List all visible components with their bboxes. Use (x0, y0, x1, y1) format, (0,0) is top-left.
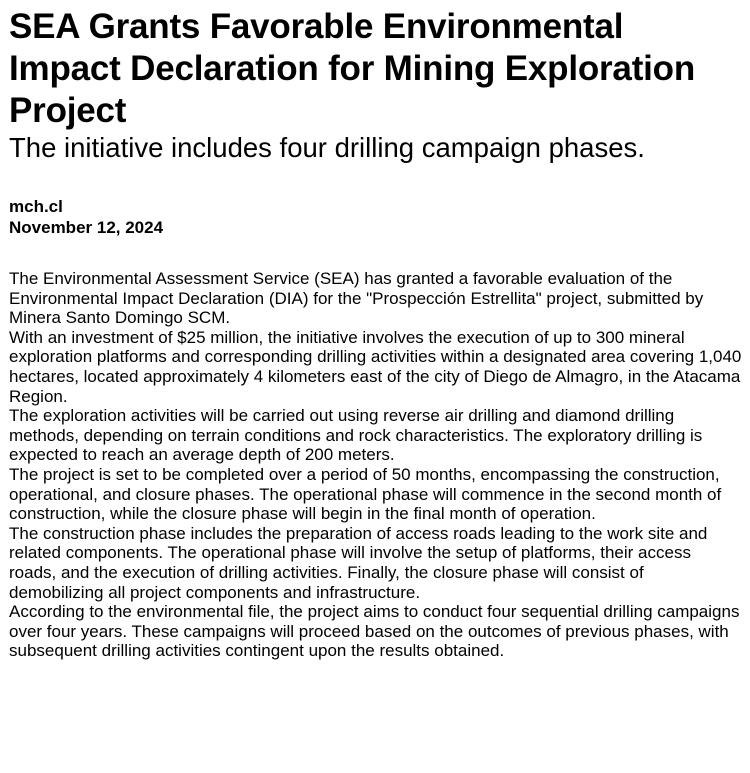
article-source: mch.cl (9, 197, 63, 216)
article-date: November 12, 2024 (9, 218, 164, 237)
article-headline: SEA Grants Favorable Environmental Impact Declaration for Mining Exploration Project (9, 7, 696, 130)
article-paragraph: With an investment of $25 million, the initiative involves the execution of up to 300 mineral exploration platforms and corresponding drilling activities within a designated area covering 1,040 hectares, located approximately 4 kilometers east of the city of Diego de Almagro, in the Atacama Region. (9, 327, 742, 406)
article-paragraph: The exploration activities will be carried out using reverse air drilling and diamond drilling methods, depending on terrain conditions and rock characteristics. The exploratory drilling is expected to reach an average depth of 200 meters. (9, 406, 703, 465)
article-subheadline: The initiative includes four drilling campaign phases. (9, 132, 645, 163)
article-paragraph: The construction phase includes the preparation of access roads leading to the work site and related components. The operational phase will involve the setup of platforms, their access roads, and the execution of drilling activities. Finally, the closure phase will consist of demobilizing all project components and infrastructure. (9, 523, 708, 602)
article-paragraph: According to the environmental file, the project aims to conduct four sequential drilling campaigns over four years. These campaigns will proceed based on the outcomes of previous phases, with subsequent drilling activities contingent upon the results obtained. (9, 602, 740, 661)
article-paragraph: The project is set to be completed over a period of 50 months, encompassing the construction, operational, and closure phases. The operational phase will commence in the second month of construction, while the closure phase will begin in the final month of operation. (9, 464, 722, 524)
article-body (9, 269, 742, 661)
article-meta (9, 196, 742, 238)
article-paragraph: The Environmental Assessment Service (SEA) has granted a favorable evaluation of the Environmental Impact Declaration (DIA) for the "Prospección Estrellita" project, submitted by Minera Santo Domingo SCM. (9, 269, 704, 328)
